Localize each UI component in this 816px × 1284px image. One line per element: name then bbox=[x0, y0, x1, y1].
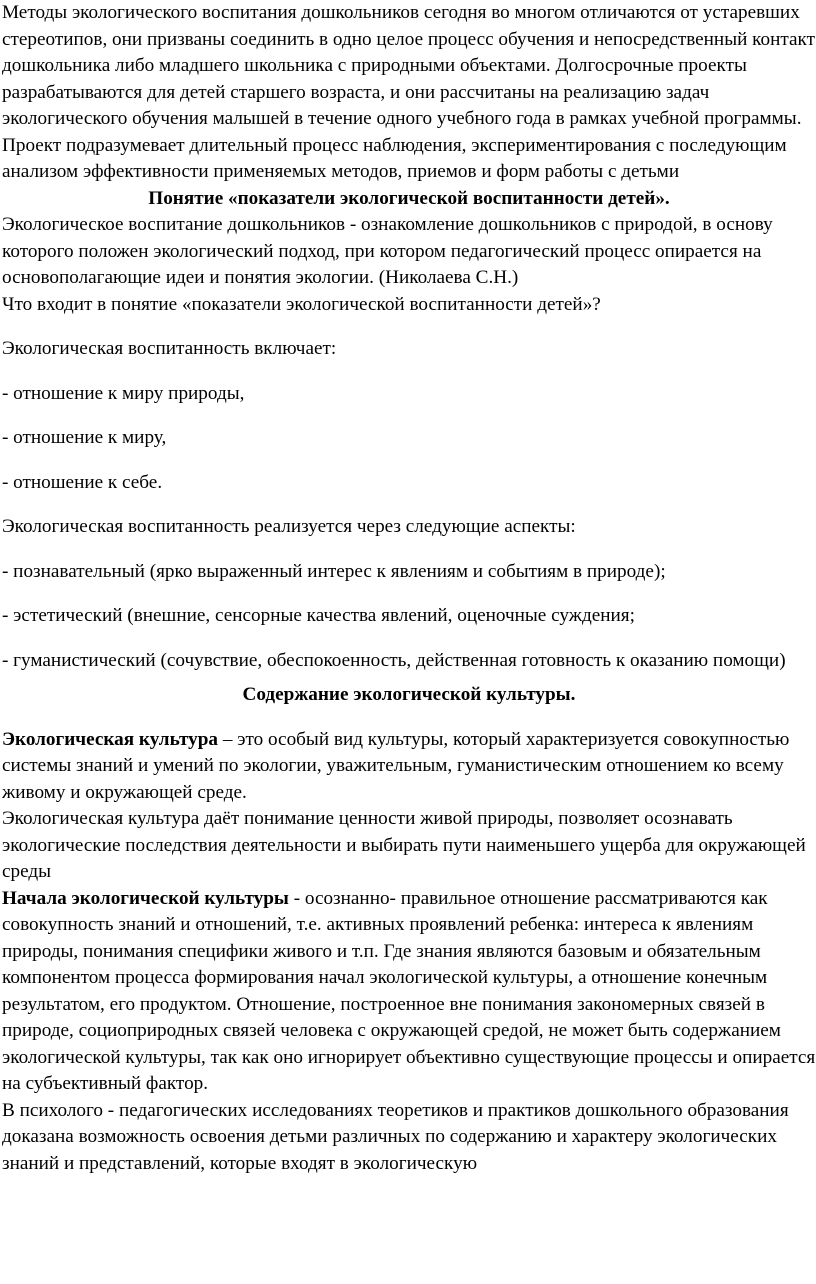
research-paragraph: В психолого - педагогических исследованиях теоретиков и практиков дошкольного образования доказана возможность освоения детьми различных по содержанию и характеру экологических знаний и представлений, которые входят в экологическую bbox=[2, 1099, 789, 1174]
question-paragraph: Что входит в понятие «показатели экологической воспитанности детей»? bbox=[2, 293, 601, 315]
list-item: - гуманистический (сочувствие, обеспокоенность, действенная готовность к оказанию помощи) bbox=[2, 649, 786, 671]
list-item: - эстетический (внешние, сенсорные качества явлений, оценочные суждения; bbox=[2, 605, 635, 626]
list-item: - отношение к себе. bbox=[2, 471, 163, 493]
includes-paragraph: Экологическая воспитанность включает: bbox=[2, 338, 337, 359]
aspects-paragraph: Экологическая воспитанность реализуется через следующие аспекты: bbox=[2, 516, 576, 537]
culture-beginnings-paragraph bbox=[2, 886, 816, 1098]
culture-value-paragraph: Экологическая культура даёт понимание ценности живой природы, позволяет осознавать экологические последствия деятельности и выбирать пути наименьшего ущерба для окружающей среды bbox=[2, 808, 806, 882]
intro-paragraph: Методы экологического воспитания дошкольников сегодня во многом отличаются от устаревших стереотипов, они призваны соединить в одно целое процесс обучения и непосредственный контакт дошкольника либо младшего школьника с природными объектами. Долгосрочные проекты разрабатываются для детей старшего возраста, и они рассчитаны на реализацию задач экологического обучения малышей в течение одного учебного года в рамках учебной программы. Проект подразумевает длительный процесс наблюдения, экспериментирования с последующим анализом эффективности применяемых методов, приемов и форм работы с детьми bbox=[2, 2, 815, 182]
list-item: - отношение к миру природы, bbox=[2, 382, 245, 404]
list-item: - познавательный (ярко выраженный интерес к явлениям и событиям в природе); bbox=[2, 560, 666, 582]
culture-definition-text: – это особый вид культуры, который характеризуется совокупностью системы знаний и умений по экологии, уважительным, гуманистическим отношением ко всему живому и окружающей среде. bbox=[2, 728, 790, 803]
culture-definition-paragraph bbox=[2, 727, 816, 807]
definition-paragraph: Экологическое воспитание дошкольников - ознакомление дошкольников с природой, в основу которого положен экологический подход, при котором педагогический процесс опирается на основополагающие идеи и понятия экологии. (Николаева С.Н.) bbox=[2, 214, 773, 288]
list-item: - отношение к миру, bbox=[2, 427, 167, 448]
term-ecological-culture: Экологическая культура bbox=[2, 728, 219, 750]
section-heading-indicators: Понятие «показатели экологической воспитанности детей». bbox=[148, 187, 670, 209]
section-heading-culture: Содержание экологической культуры. bbox=[242, 684, 576, 705]
term-culture-beginnings: Начала экологической культуры bbox=[2, 887, 289, 909]
culture-beginnings-text: - осознанно- правильное отношение рассматриваются как совокупность знаний и отношений, т.е. активных проявлений ребенка: интереса к явлениям природы, понимания специфики живого и т.п. Где знания являются базовым и обязательным компонентом процесса формирования начал экологической культуры, а отношение конечным результатом, его продуктом. Отношение, построенное вне понимания закономерных связей в природе, социоприродных связей человека с окружающей средой, не может быть содержанием экологической культуры, так как оно игнорирует объективно существующие процессы и опирается на субъективный фактор. bbox=[2, 887, 816, 1094]
